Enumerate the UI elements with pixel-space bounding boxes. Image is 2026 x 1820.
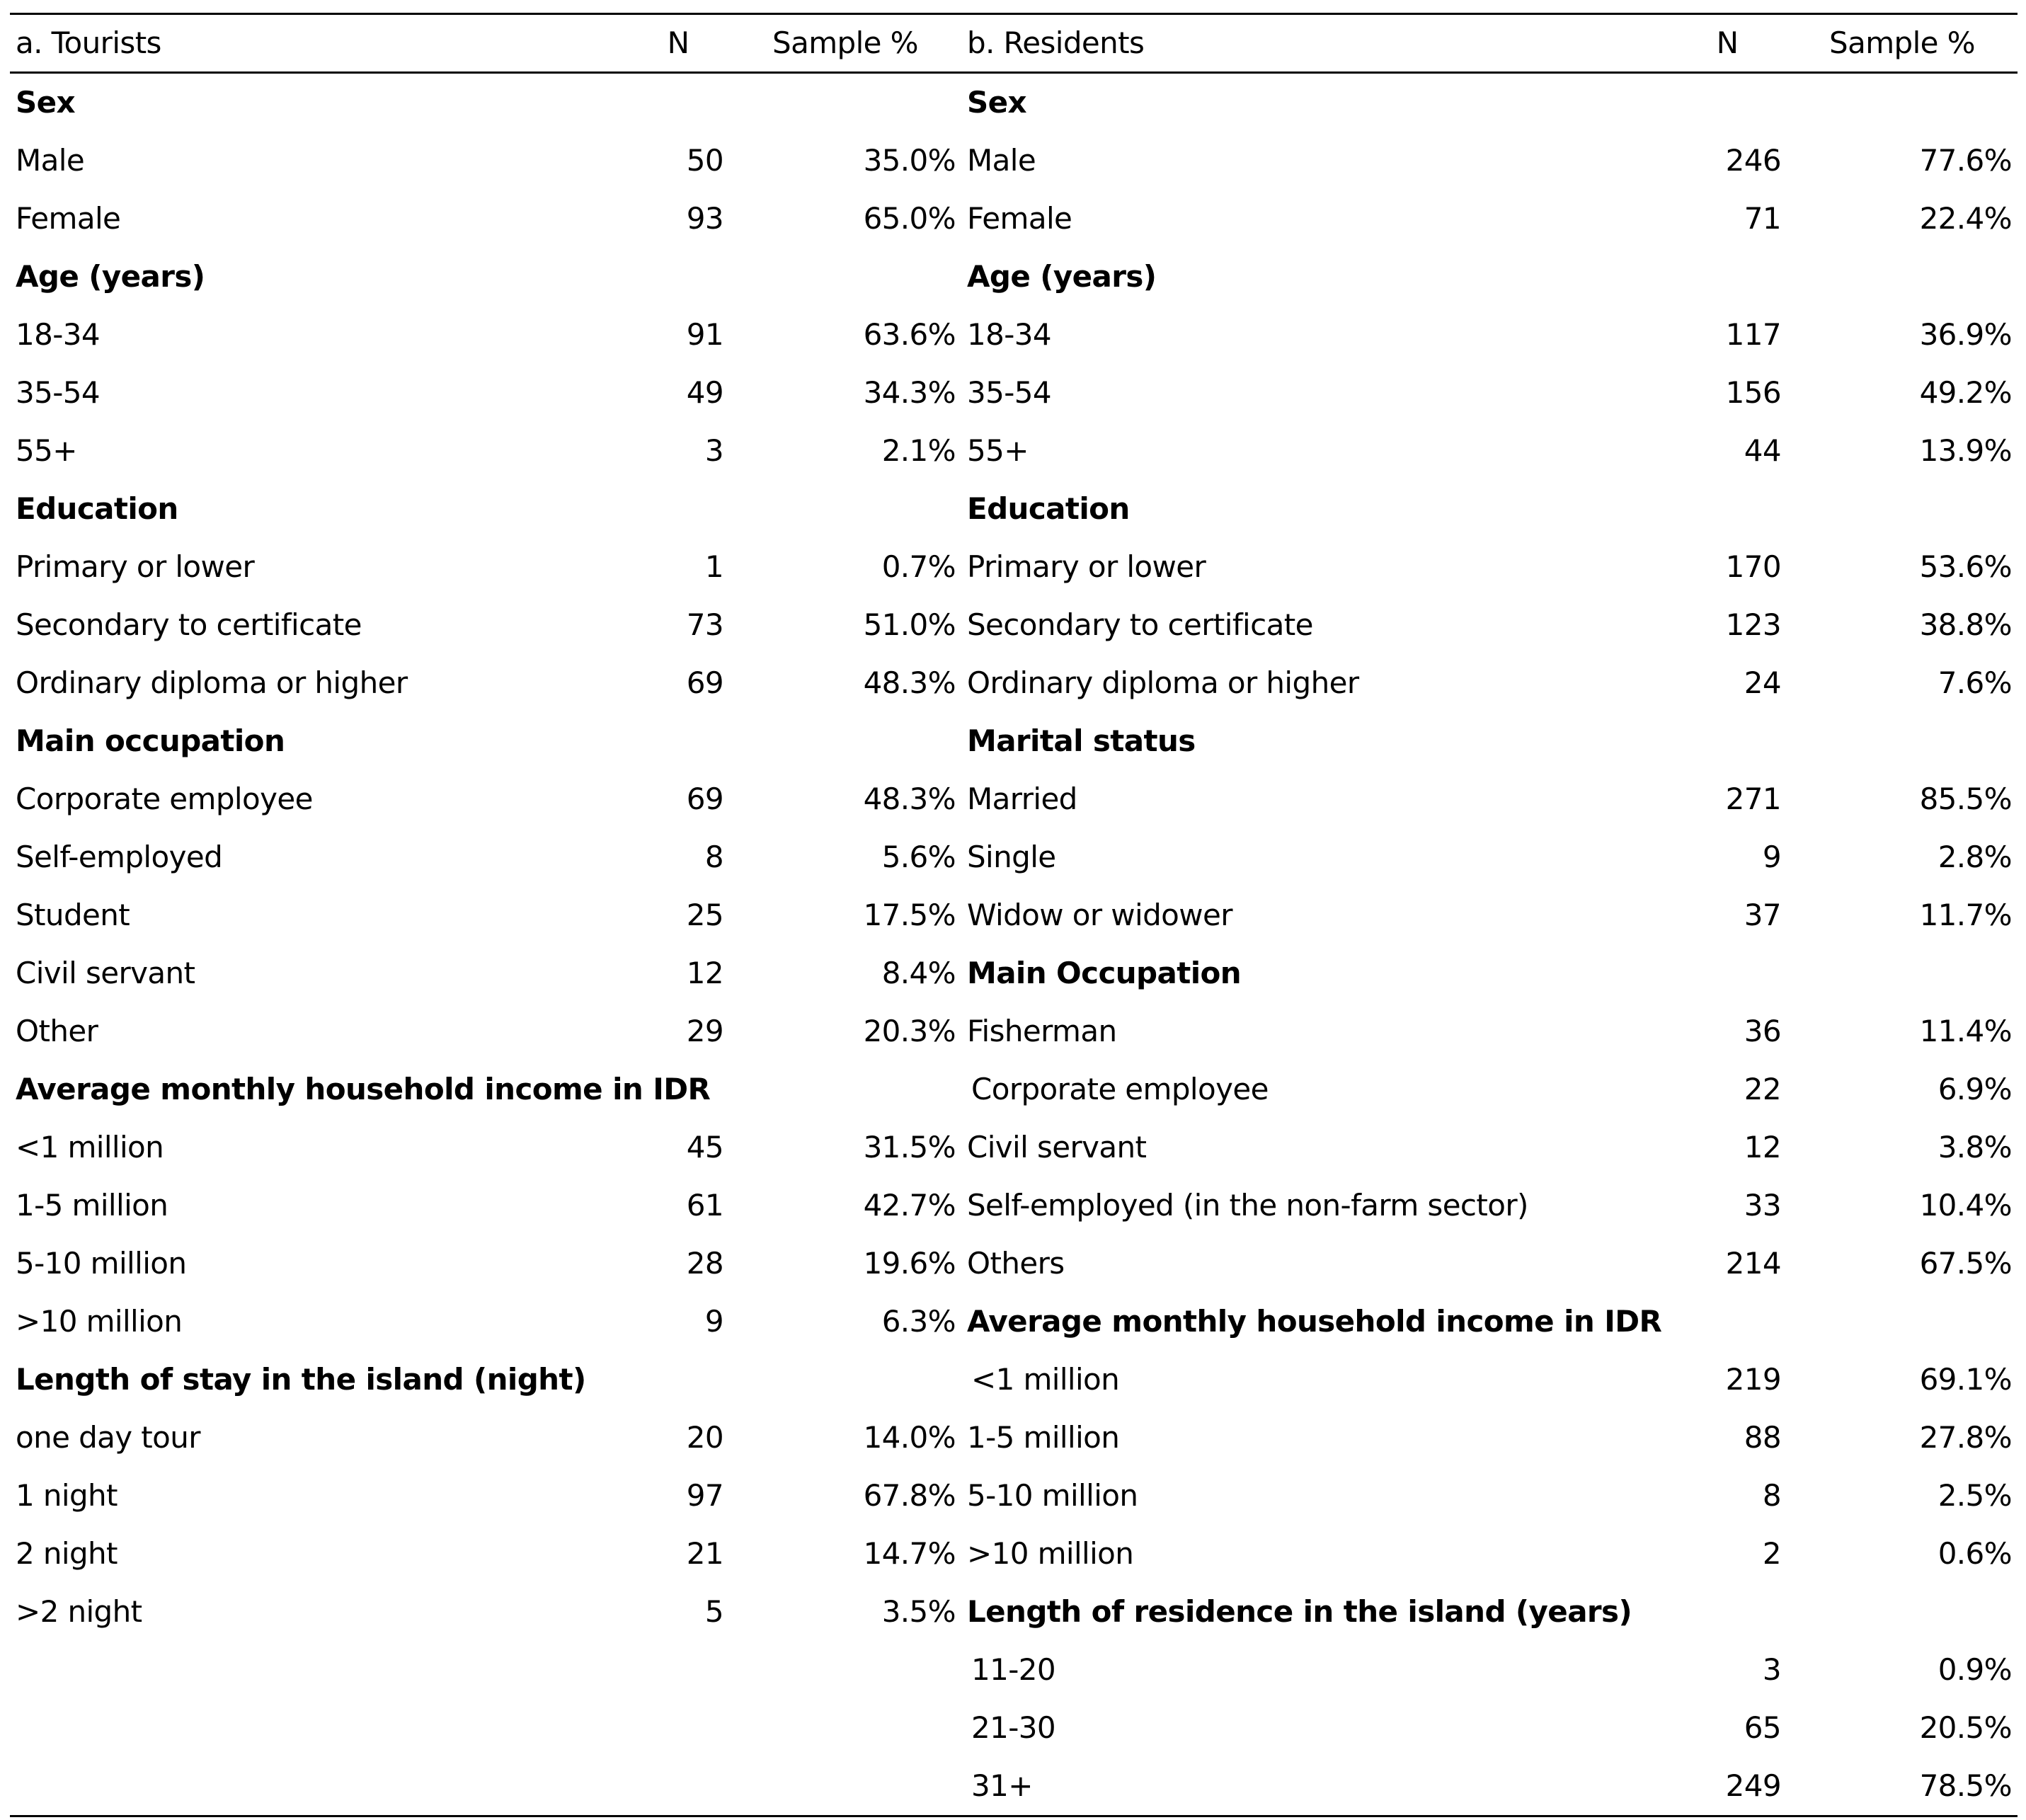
- table-row: [10, 248, 2018, 306]
- tourists-n-value: 91: [686, 317, 723, 352]
- residents-row-label: Married: [967, 782, 1077, 816]
- tourists-pct-value: [729, 480, 961, 538]
- residents-pct-value: [1787, 944, 2018, 1002]
- residents-n-value: 123: [1725, 607, 1781, 642]
- tourists-row-label: 1 night: [16, 1478, 118, 1513]
- tourists-n-value: [627, 73, 729, 132]
- demographics-table: [10, 13, 2018, 1817]
- tourists-n-value: 69: [686, 665, 723, 700]
- residents-n-header: N: [1668, 14, 1787, 73]
- tourists-pct-value: [729, 712, 961, 770]
- tourists-pct-value: 2.1%: [881, 433, 956, 468]
- tourists-section-heading: Length of stay in the island (night): [16, 1362, 586, 1397]
- header-row: [10, 14, 2018, 73]
- empty-cell: [627, 1757, 729, 1816]
- residents-row-label: Single: [967, 840, 1056, 874]
- table-row: [10, 480, 2018, 538]
- residents-n-value: 219: [1725, 1362, 1781, 1397]
- tourists-pct-value: 63.6%: [863, 317, 956, 352]
- residents-n-value: [1668, 248, 1787, 306]
- tourists-row-label: Student: [16, 898, 130, 932]
- tourists-row-label: Civil servant: [16, 956, 195, 990]
- residents-row-label: Male: [967, 143, 1036, 178]
- tourists-pct-value: 17.5%: [863, 898, 956, 932]
- residents-section-heading: Sex: [967, 85, 1027, 120]
- residents-pct-value: 2.8%: [1938, 840, 2012, 874]
- table-row: [10, 1699, 2018, 1757]
- residents-n-value: [1668, 480, 1787, 538]
- residents-pct-value: 77.6%: [1919, 143, 2012, 178]
- residents-pct-value: 27.8%: [1919, 1420, 2012, 1455]
- residents-section-heading: Education: [967, 491, 1130, 526]
- table-row: [10, 364, 2018, 422]
- residents-header: b. Residents: [961, 14, 1668, 73]
- tourists-row-label: Secondary to certificate: [16, 607, 362, 642]
- tourists-n-value: 93: [686, 201, 723, 236]
- tourists-n-value: 28: [686, 1246, 723, 1281]
- residents-n-value: [1668, 1583, 1787, 1641]
- residents-pct-value: 49.2%: [1919, 375, 2012, 410]
- residents-pct-value: [1787, 73, 2018, 132]
- table-row: [10, 770, 2018, 828]
- tourists-pct-value: 3.5%: [881, 1594, 956, 1629]
- empty-cell: [729, 1699, 961, 1757]
- tourists-section-heading: Main occupation: [16, 723, 285, 758]
- tourists-n-value: 50: [686, 143, 723, 178]
- table-row: [10, 1002, 2018, 1060]
- tourists-pct-header: Sample %: [729, 14, 961, 73]
- tourists-n-value: 69: [686, 782, 723, 816]
- table-row: [10, 1525, 2018, 1583]
- tourists-row-label: one day tour: [16, 1420, 200, 1455]
- residents-row-label: Civil servant: [967, 1130, 1147, 1164]
- table-row: [10, 1293, 2018, 1351]
- residents-n-value: 36: [1744, 1014, 1781, 1048]
- residents-n-value: 170: [1725, 549, 1781, 584]
- tourists-pct-value: 31.5%: [863, 1130, 956, 1164]
- tourists-pct-value: 14.7%: [863, 1536, 956, 1571]
- residents-pct-value: [1787, 248, 2018, 306]
- tourists-n-value: 45: [686, 1130, 723, 1164]
- table-row: [10, 538, 2018, 596]
- tourists-row-label: 55+: [16, 433, 77, 468]
- residents-pct-value: 11.4%: [1919, 1014, 2012, 1048]
- residents-section-heading: Average monthly household income in IDR: [967, 1304, 1662, 1339]
- table-row: [10, 828, 2018, 886]
- residents-pct-value: 6.9%: [1938, 1072, 2012, 1106]
- tourists-n-value: 1: [704, 549, 723, 584]
- tourists-row-label: 2 night: [16, 1536, 118, 1571]
- residents-n-value: [1668, 1293, 1787, 1351]
- residents-n-value: 24: [1744, 665, 1781, 700]
- tourists-pct-value: 35.0%: [863, 143, 956, 178]
- tourists-row-label: 35-54: [16, 375, 101, 410]
- tourists-n-value: 61: [686, 1188, 723, 1223]
- residents-section-heading: Length of residence in the island (years): [967, 1594, 1632, 1629]
- empty-cell: [729, 1641, 961, 1699]
- table-row: [10, 422, 2018, 480]
- tourists-n-value: [627, 248, 729, 306]
- residents-pct-value: 13.9%: [1919, 433, 2012, 468]
- residents-row-label: Primary or lower: [967, 549, 1206, 584]
- tourists-n-value: 21: [686, 1536, 723, 1571]
- tourists-n-value: [627, 712, 729, 770]
- empty-cell: [10, 1699, 627, 1757]
- tourists-row-label: 5-10 million: [16, 1246, 187, 1281]
- residents-row-label: 11-20: [971, 1652, 1056, 1687]
- residents-row-label: <1 million: [971, 1362, 1120, 1397]
- tourists-n-value: 3: [704, 433, 723, 468]
- table-row: [10, 73, 2018, 132]
- empty-cell: [627, 1641, 729, 1699]
- table-row: [10, 1409, 2018, 1467]
- residents-row-label: Widow or widower: [967, 898, 1232, 932]
- empty-cell: [627, 1699, 729, 1757]
- table-row: [10, 306, 2018, 364]
- residents-row-label: >10 million: [967, 1536, 1134, 1571]
- residents-n-value: 2: [1762, 1536, 1781, 1571]
- table-row: [10, 190, 2018, 248]
- residents-n-value: 88: [1744, 1420, 1781, 1455]
- residents-pct-value: 0.9%: [1938, 1652, 2012, 1687]
- residents-n-value: 3: [1762, 1652, 1781, 1687]
- tourists-section-heading: Average monthly household income in IDR: [16, 1072, 711, 1106]
- tourists-pct-value: 48.3%: [863, 782, 956, 816]
- table-row: [10, 1351, 2018, 1409]
- tourists-row-label: >2 night: [16, 1594, 142, 1629]
- residents-row-label: Self-employed (in the non-farm sector): [967, 1188, 1528, 1223]
- table-row: [10, 1641, 2018, 1699]
- tourists-row-label: Self-employed: [16, 840, 223, 874]
- residents-n-value: 249: [1668, 1757, 1787, 1816]
- residents-pct-value: 53.6%: [1919, 549, 2012, 584]
- residents-pct-value: 38.8%: [1919, 607, 2012, 642]
- residents-n-value: 246: [1725, 143, 1781, 178]
- table-row: [10, 1177, 2018, 1235]
- residents-n-value: 9: [1762, 840, 1781, 874]
- residents-section-heading: Age (years): [967, 259, 1157, 294]
- tourists-pct-value: 0.7%: [881, 549, 956, 584]
- residents-n-value: [1668, 73, 1787, 132]
- residents-pct-value: 22.4%: [1919, 201, 2012, 236]
- residents-row-label: Ordinary diploma or higher: [967, 665, 1359, 700]
- residents-pct-value: 36.9%: [1919, 317, 2012, 352]
- residents-row-label: Corporate employee: [971, 1072, 1269, 1106]
- residents-pct-value: [1787, 480, 2018, 538]
- residents-pct-value: [1787, 1583, 2018, 1641]
- residents-row-label: 55+: [967, 433, 1029, 468]
- table-row: [10, 712, 2018, 770]
- residents-n-value: 33: [1744, 1188, 1781, 1223]
- residents-n-value: 65: [1744, 1710, 1781, 1745]
- residents-n-value: 156: [1725, 375, 1781, 410]
- tourists-pct-value: 48.3%: [863, 665, 956, 700]
- tourists-pct-value: 5.6%: [881, 840, 956, 874]
- residents-pct-value: [1787, 1293, 2018, 1351]
- residents-row-label: 35-54: [967, 375, 1052, 410]
- residents-n-value: 44: [1744, 433, 1781, 468]
- tourists-pct-value: 42.7%: [863, 1188, 956, 1223]
- tourists-n-value: [627, 1351, 729, 1409]
- tourists-pct-value: [729, 73, 961, 132]
- tourists-row-label: Female: [16, 201, 121, 236]
- table-row: [10, 944, 2018, 1002]
- tourists-n-value: 5: [704, 1594, 723, 1629]
- residents-pct-value: 10.4%: [1919, 1188, 2012, 1223]
- residents-n-value: 37: [1744, 898, 1781, 932]
- tourists-n-value: 9: [704, 1304, 723, 1339]
- tourists-section-heading: Sex: [16, 85, 76, 120]
- residents-n-value: [1668, 944, 1787, 1002]
- residents-row-label: Female: [967, 201, 1072, 236]
- residents-n-value: 8: [1762, 1478, 1781, 1513]
- empty-cell: [729, 1757, 961, 1816]
- tourists-n-value: 73: [686, 607, 723, 642]
- table-row: [10, 886, 2018, 944]
- tourists-row-label: Primary or lower: [16, 549, 255, 584]
- residents-pct-value: 67.5%: [1919, 1246, 2012, 1281]
- tourists-header: a. Tourists: [10, 14, 627, 73]
- tourists-row-label: 18-34: [16, 317, 101, 352]
- residents-pct-value: 0.6%: [1938, 1536, 2012, 1571]
- residents-pct-value: 85.5%: [1919, 782, 2012, 816]
- table-row: [10, 1060, 2018, 1118]
- table-row: [10, 1235, 2018, 1293]
- table-row: [10, 1583, 2018, 1641]
- tourists-pct-value: 19.6%: [863, 1246, 956, 1281]
- residents-row-label: 1-5 million: [967, 1420, 1120, 1455]
- tourists-pct-value: 6.3%: [881, 1304, 956, 1339]
- tourists-n-header: N: [627, 14, 729, 73]
- table-row: [10, 654, 2018, 712]
- residents-n-value: 71: [1744, 201, 1781, 236]
- residents-row-label: 18-34: [967, 317, 1052, 352]
- tourists-pct-value: [729, 248, 961, 306]
- tourists-row-label: Male: [16, 143, 85, 178]
- residents-section-heading: Main Occupation: [967, 956, 1242, 990]
- residents-pct-value: 2.5%: [1938, 1478, 2012, 1513]
- tourists-pct-value: [729, 1060, 961, 1118]
- residents-row-label: 21-30: [971, 1710, 1056, 1745]
- table-row: [10, 132, 2018, 190]
- residents-row-label: 5-10 million: [967, 1478, 1138, 1513]
- table-row: [10, 1467, 2018, 1525]
- tourists-section-heading: Age (years): [16, 259, 205, 294]
- tourists-n-value: 29: [686, 1014, 723, 1048]
- residents-row-label: Secondary to certificate: [967, 607, 1313, 642]
- tourists-pct-value: 14.0%: [863, 1420, 956, 1455]
- tourists-n-value: 97: [686, 1478, 723, 1513]
- table-header: [10, 14, 2018, 73]
- residents-n-value: 22: [1744, 1072, 1781, 1106]
- tourists-pct-value: 67.8%: [863, 1478, 956, 1513]
- residents-pct-header: Sample %: [1787, 14, 2018, 73]
- residents-section-heading: Marital status: [967, 723, 1196, 758]
- tourists-row-label: Ordinary diploma or higher: [16, 665, 408, 700]
- residents-row-label: Others: [967, 1246, 1065, 1281]
- tourists-row-label: >10 million: [16, 1304, 183, 1339]
- tourists-pct-value: 34.3%: [863, 375, 956, 410]
- residents-pct-value: [1787, 712, 2018, 770]
- residents-pct-value: 78.5%: [1787, 1757, 2018, 1816]
- tourists-section-heading: Education: [16, 491, 178, 526]
- residents-n-value: 214: [1725, 1246, 1781, 1281]
- tourists-n-value: 12: [686, 956, 723, 990]
- tourists-n-value: 49: [686, 375, 723, 410]
- table-row: [10, 596, 2018, 654]
- residents-n-value: [1668, 712, 1787, 770]
- tourists-pct-value: 65.0%: [863, 201, 956, 236]
- tourists-row-label: <1 million: [16, 1130, 164, 1164]
- residents-n-value: 12: [1744, 1130, 1781, 1164]
- residents-row-label: Fisherman: [967, 1014, 1117, 1048]
- tourists-pct-value: 51.0%: [863, 607, 956, 642]
- tourists-pct-value: 20.3%: [863, 1014, 956, 1048]
- tourists-n-value: [627, 480, 729, 538]
- residents-row-label: 31+: [961, 1757, 1668, 1816]
- tourists-row-label: 1-5 million: [16, 1188, 168, 1223]
- empty-cell: [10, 1641, 627, 1699]
- table-body: [10, 73, 2018, 1816]
- tourists-n-value: 25: [686, 898, 723, 932]
- table-row: [10, 1118, 2018, 1177]
- residents-pct-value: 69.1%: [1919, 1362, 2012, 1397]
- residents-pct-value: 3.8%: [1938, 1130, 2012, 1164]
- tourists-n-value: 20: [686, 1420, 723, 1455]
- residents-n-value: 117: [1725, 317, 1781, 352]
- tourists-pct-value: [729, 1351, 961, 1409]
- residents-pct-value: 11.7%: [1919, 898, 2012, 932]
- tourists-n-value: 8: [704, 840, 723, 874]
- tourists-pct-value: 8.4%: [881, 956, 956, 990]
- table-row: [10, 1757, 2018, 1816]
- residents-pct-value: 7.6%: [1938, 665, 2012, 700]
- empty-cell: [10, 1757, 627, 1816]
- residents-n-value: 271: [1725, 782, 1781, 816]
- tourists-row-label: Other: [16, 1014, 98, 1048]
- residents-pct-value: 20.5%: [1919, 1710, 2012, 1745]
- tourists-row-label: Corporate employee: [16, 782, 313, 816]
